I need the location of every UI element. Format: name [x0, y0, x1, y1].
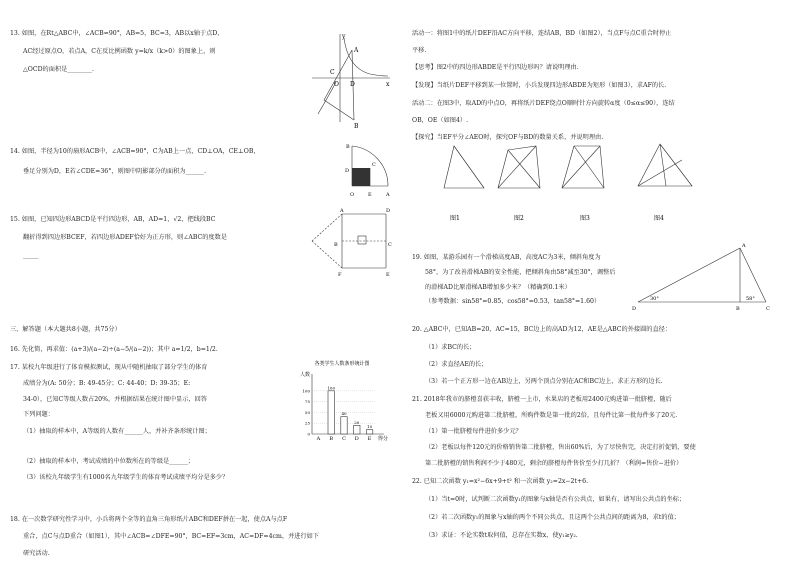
q20-sub3: （3）若一个正方形一边在AB边上，另两个顶点分别在AC和BC边上，求正方形的边长.: [425, 378, 663, 385]
q19-line2: 58°，为了改善滑梯AB的安全性能，把倾斜角由58°减至30°，调整后: [425, 269, 616, 276]
q19-label-a: A: [742, 243, 746, 249]
activity2-line1: 活动二：在图3中，取AD的中点O，再将纸片DEF绕点O顺时针方向旋转α度（0≤α≤90），连结: [412, 100, 675, 107]
q13-label-d: D: [350, 81, 355, 88]
q17-sub3: （3）该校九年级学生有1000名九年级学生的体育考试成绩平均分是多少？: [23, 474, 229, 481]
q15-label-c: C: [388, 242, 392, 248]
q22-sub2: （2）若二次函数y₁的图象与x轴的两个不同公共点，且这两个公共点间的距离为8，求t的值；: [425, 514, 680, 521]
q18-line3: 研究活动.: [23, 550, 50, 557]
q13-label-a: A: [354, 47, 359, 54]
q13-line2: AC经过原点O，若点A，C在反比例函数 y=k/x（k>0）的图象上，则: [23, 48, 216, 55]
chart-ytick-3: 75: [304, 399, 310, 405]
chart-ytick-2: 50: [304, 409, 310, 415]
q15-label-a: A: [340, 208, 344, 214]
fig4-label: 图4: [654, 215, 664, 222]
q13-line1: 13. 如图，在Rt△ABC中，∠ACB=90°，AB=5，BC=3，AB以x轴于点D，: [10, 30, 224, 37]
bar-chart: [292, 356, 392, 446]
q14-figure: [344, 140, 394, 200]
chart-value-label-E: 10: [367, 424, 373, 430]
q14-label-o: O: [350, 192, 355, 198]
q22-sub1: （1）当t=0时，试判断二次函数y₁的图象与x轴是否有公共点，如果有，请写出公共点的坐标；: [425, 496, 686, 503]
q13-label-x: x: [386, 81, 390, 88]
explore-text: 【探究】当EF平分∠AEO时，探究OF与BD的数量关系，并说明理由.: [412, 134, 604, 141]
chart-value-label-C: 40: [341, 411, 347, 417]
q14-label-e: E: [368, 192, 372, 198]
activity2-line2: OB，OE（如图4）.: [412, 117, 469, 124]
q15-label-f: F: [338, 272, 342, 278]
q21-sub2: （2）老板以每件120元的价格销售第二批脐橙，售出60%后，为了尽快售完，决定打折促销，要使: [425, 444, 696, 451]
chart-value-label-D: 20: [354, 419, 360, 425]
q22-sub3: （3）求证：不论实数t取何值，总存在实数x，使y₁≥y₂.: [425, 532, 578, 539]
chart-category-D: D: [354, 436, 359, 442]
q19-line1: 19. 如图，某游乐园有一个滑梯高度AB，高度AC为3米，倾斜角度为: [412, 254, 601, 261]
chart-value-label-B: 100: [327, 385, 336, 391]
q20-sub2: （2）求直径AE的长；: [425, 361, 488, 368]
chart-ytick-0: 0: [307, 431, 310, 437]
q13-line3: △OCD的面积是________.: [23, 66, 94, 73]
chart-category-C: C: [342, 436, 346, 442]
chart-ytick-4: 100: [302, 388, 310, 394]
discover-text: 【发现】当纸片DEF平移到某一位置时，小兵发现四边形ABDE为矩形（如图3），求AF的长.: [412, 82, 667, 89]
q18-line2: 重合，点C与点D重合（如图1），其中∠ACB=∠DFE=90°，BC=EF=3cm，AC=DF=4cm，并进行如下: [23, 533, 320, 540]
chart-ytick-1: 25: [304, 420, 310, 426]
chart-category-B: B: [329, 436, 334, 442]
q19-label-c: C: [766, 306, 770, 312]
q18-line1: 18. 在一次数学研究性学习中，小兵将两个全等的直角三角形纸片ABC和DEF拼在一起，使点A与点F: [10, 516, 288, 523]
chart-bar-B: [328, 391, 334, 434]
q17-line3: 34-0），已知C等级人数占20%，并根据结果在统计图中显示，回答: [23, 396, 207, 403]
q20-line1: 20. △ABC中，已知AB=20，AC=15，BC边上的高AD为12，AE是△ABC的外接圆的直径：: [412, 326, 672, 333]
q19-angle-30: 30°: [650, 296, 659, 302]
q17-line2: 成绩分为(A: 50分；B: 49-45分；C: 44-40；D: 39-35；E:: [23, 380, 191, 387]
q15-line1: 15. 如图，已知四边形ABCD是平行四边形，AB，AD=1，√2，把线段BC: [10, 216, 216, 223]
activity1-line1: 活动一：将图1中的纸片DEF沿AC方向平移，连结AB，BD（如图2），当点F与点C重合时停止: [412, 30, 672, 37]
q15-label-e: E: [386, 272, 390, 278]
chart-title: 各类学生人数条形统计图: [314, 361, 370, 367]
q14-label-a: A: [386, 192, 390, 198]
q19-figure: [630, 240, 780, 314]
fig2-label: 图2: [514, 215, 524, 222]
q19-label-b: B: [736, 306, 740, 312]
q17-line1: 17. 某校九年级进行了体育模拟测试，现从中随机抽取了部分学生的体育: [10, 364, 208, 371]
chart-bar-D: [354, 425, 360, 434]
q17-sub2: （2）抽取的样本中，考试成绩的中位数所在的等级是______；: [23, 458, 194, 465]
q19-line3: 的滑梯AD比原滑梯AB增加多少米？（精确到0.1米）: [425, 284, 571, 291]
q21-line1: 21. 2018年我市的脐橙喜获丰收，脐橙一上市，水果店的老板用2400元购进第一批脐橙，随后: [412, 396, 672, 403]
q18-figures: [432, 140, 722, 230]
right-column: [412, 0, 784, 562]
q21-sub1: （1）第一批脐橙每件进价多少元？: [425, 428, 522, 435]
q15-line2: 翻折得到四边形BCEF，若四边形ADEF恰好为正方形，则∠ABC的度数是: [23, 234, 227, 241]
chart-category-A: A: [316, 436, 321, 442]
chart-xlabel: 得分: [378, 436, 389, 442]
think-text: 【思考】图2中的四边形ABDE是平行四边形吗？请说明理由.: [412, 64, 579, 71]
q14-label-b: B: [346, 144, 350, 150]
q13-label-b: B: [354, 123, 359, 130]
activity1-line2: 平移.: [412, 47, 427, 54]
q14-line1: 14. 如图，半径为10的扇形ACB中，∠ACB=90°，C为AB上一点，CD⊥OA，CE⊥OB，: [10, 148, 260, 155]
fig3-label: 图3: [580, 215, 590, 222]
section-3-heading: 三、解答题（本大题共8小题，共75分）: [10, 326, 121, 333]
q21-line2: 老板又用6000元购进第二批脐橙，所购件数是第一批的2倍，且每件比第一批每件多了20元.: [425, 412, 678, 419]
chart-category-E: E: [367, 436, 372, 442]
q15-label-b: B: [334, 242, 338, 248]
left-column: [10, 0, 392, 562]
q19-line4: （参考数据：sin58°=0.85，cos58°=0.53，tan58°=1.60）: [425, 298, 601, 305]
q15-figure: [306, 206, 392, 278]
fig1-label: 图1: [450, 215, 460, 222]
q16-text: 16. 先化简，再求值：(a+3)/(a−2)÷(a−5/(a−2))；其中 a=1/2，b=1/2.: [10, 346, 218, 353]
q14-label-c: C: [372, 162, 376, 168]
q14-line2: 垂足分别为D，E若∠CDE=36°，则图中阴影部分的面积为______.: [23, 168, 207, 175]
chart-bar-C: [341, 417, 347, 434]
q14-label-d: D: [345, 168, 350, 174]
q19-angle-58: 58°: [746, 296, 755, 302]
q15-line3: _____: [23, 252, 39, 259]
q21-sub2b: 第二批脐橙的销售利润不少于480元，剩余的脐橙每件售价至少打几折？（利润=售价−进价）: [425, 460, 683, 467]
chart-bar-E: [366, 430, 372, 434]
q17-line4: 下列问题：: [23, 411, 54, 418]
q13-figure: [310, 30, 392, 130]
q13-label-c: C: [330, 69, 335, 76]
q19-label-d: D: [632, 306, 637, 312]
q20-sub1: （1）求BC的长；: [425, 344, 476, 351]
q13-label-o: O: [334, 81, 339, 88]
q17-sub1: （1）抽取的样本中，A等级的人数有______人，并补齐条形统计图；: [23, 428, 211, 435]
chart-ylabel: 人数: [300, 372, 311, 378]
q15-label-d: D: [386, 208, 391, 214]
q13-label-y: y: [342, 33, 346, 40]
q22-line1: 22. 已知二次函数 y₁=x²−6x+9+t² 和一次函数 y₂=2x−2t+6.: [412, 478, 589, 485]
